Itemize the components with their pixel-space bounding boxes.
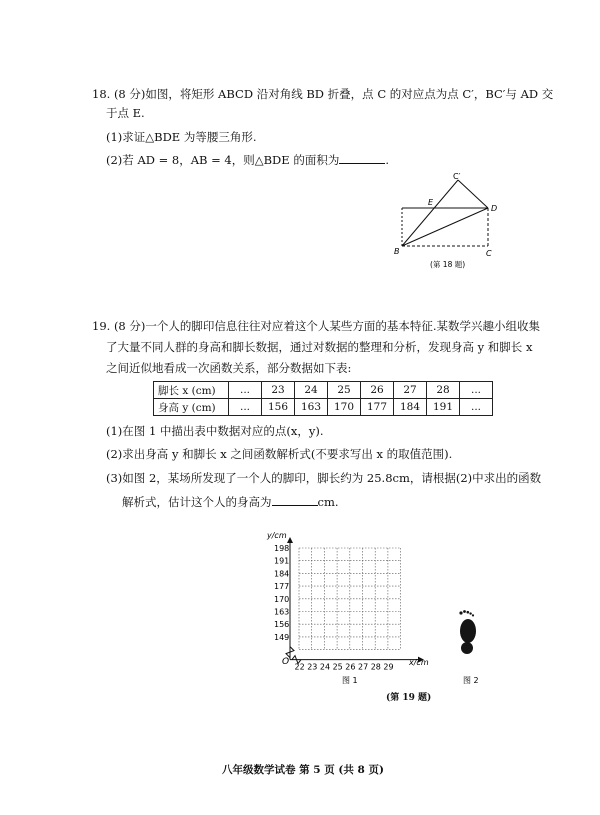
q18-part2-end: . xyxy=(385,153,389,167)
table-cell: 23 xyxy=(262,382,295,399)
origin-label: O xyxy=(282,657,290,667)
y-tick-label: 177 xyxy=(274,582,290,592)
table-cell-ellipsis: ... xyxy=(229,382,262,399)
q19-part3b xyxy=(122,494,339,510)
y-tick-label: 184 xyxy=(274,569,290,579)
table-cell: 170 xyxy=(328,399,361,416)
grid-figure-1 xyxy=(260,525,440,715)
y-axis-arrow xyxy=(287,537,293,543)
table-header-height: 身高 y (cm) xyxy=(154,399,229,416)
page-footer: 八年级数学试卷 第 5 页 (共 8 页) xyxy=(222,764,384,776)
table-row-height xyxy=(154,399,493,416)
label-D: D xyxy=(491,204,498,213)
table-cell: 156 xyxy=(262,399,295,416)
table-cell: 163 xyxy=(295,399,328,416)
segment-BD xyxy=(402,208,488,246)
q18-part2 xyxy=(106,152,389,168)
y-tick-labels xyxy=(274,544,289,642)
y-tick-label: 163 xyxy=(274,607,290,617)
x-tick-label: 24 xyxy=(319,662,331,672)
q19-line3: 之间近似地看成一次函数关系，部分数据如下表: xyxy=(106,361,352,375)
table-cell: 26 xyxy=(361,382,394,399)
table-cell: 28 xyxy=(427,382,460,399)
y-tick-label: 191 xyxy=(274,556,290,566)
q18-line1: 18. (8 分)如图，将矩形 ABCD 沿对角线 BD 折叠，点 C 的对应点为点 C′，BC′与 AD 交 xyxy=(92,87,554,101)
segment-BC1 xyxy=(402,180,458,246)
label-C: C xyxy=(486,249,492,258)
x-tick-labels xyxy=(295,663,394,672)
q18-part2-text: (2)若 AD = 8，AB = 4，则△BDE 的面积为 xyxy=(106,153,340,167)
y-tick-label: 156 xyxy=(274,620,290,630)
footprint-figure-2 xyxy=(448,605,498,685)
table-cell: 27 xyxy=(394,382,427,399)
q19-part2: (2)求出身高 y 和脚长 x 之间函数解析式(不要求写出 x 的取值范围). xyxy=(106,447,453,461)
table-cell-ellipsis: ... xyxy=(460,399,493,416)
q18-part1: (1)求证△BDE 为等腰三角形. xyxy=(106,130,257,144)
segment-C1D xyxy=(458,180,488,208)
table-cell: 25 xyxy=(328,382,361,399)
x-tick-label: 23 xyxy=(307,662,318,672)
fig2-caption: 图 2 xyxy=(463,676,479,685)
table-cell-ellipsis: ... xyxy=(460,382,493,399)
grid-lines xyxy=(299,548,401,650)
x-tick-label: 28 xyxy=(370,662,381,672)
q19-part3b-end: cm. xyxy=(317,495,339,509)
fig18-diagram xyxy=(390,170,510,270)
answer-blank xyxy=(339,152,385,164)
label-E: E xyxy=(428,198,434,207)
q19-line1: 19. (8 分)一个人的脚印信息往往对应着这个人某些方面的基本特征.某数学兴趣小组收集 xyxy=(92,319,541,333)
label-C1: C′ xyxy=(453,172,461,181)
q19-part3b-text: 解析式，估计这个人的身高为 xyxy=(122,495,272,509)
table-cell: 191 xyxy=(427,399,460,416)
answer-blank xyxy=(272,494,318,506)
y-tick-label: 198 xyxy=(274,544,290,553)
fig19-caption: (第 19 题) xyxy=(386,693,432,703)
table-cell-ellipsis: ... xyxy=(229,399,262,416)
x-tick-label: 27 xyxy=(358,662,369,672)
data-table xyxy=(153,381,493,416)
q19-part3a: (3)如图 2，某场所发现了一个人的脚印，脚长约为 25.8cm，请根据(2)中求出的函数 xyxy=(106,471,542,485)
x-tick-label: 22 xyxy=(294,662,305,672)
q18-line2: 于点 E. xyxy=(106,106,145,120)
x-tick-label: 26 xyxy=(345,662,356,672)
table-row-foot-length xyxy=(154,382,493,399)
y-tick-label: 170 xyxy=(274,594,290,604)
x-axis-label: x/cm xyxy=(409,658,429,667)
q19-part1: (1)在图 1 中描出表中数据对应的点(x，y). xyxy=(106,424,324,438)
table-cell: 184 xyxy=(394,399,427,416)
footprint-icon xyxy=(459,610,476,654)
q19-line2: 了大量不同人群的身高和脚长数据，通过对数据的整理和分析，发现身高 y 和脚长 x xyxy=(106,340,533,354)
table-cell: 24 xyxy=(295,382,328,399)
table-header-foot-length: 脚长 x (cm) xyxy=(154,382,229,399)
y-tick-label: 149 xyxy=(274,632,290,642)
x-tick-label: 25 xyxy=(332,662,343,672)
x-tick-label: 29 xyxy=(383,662,394,672)
fig1-caption: 图 1 xyxy=(342,676,358,685)
table-cell: 177 xyxy=(361,399,394,416)
fig18-caption: (第 18 题) xyxy=(430,260,466,269)
label-B: B xyxy=(394,247,400,256)
y-axis-label: y/cm xyxy=(267,531,287,540)
axes xyxy=(286,537,424,664)
